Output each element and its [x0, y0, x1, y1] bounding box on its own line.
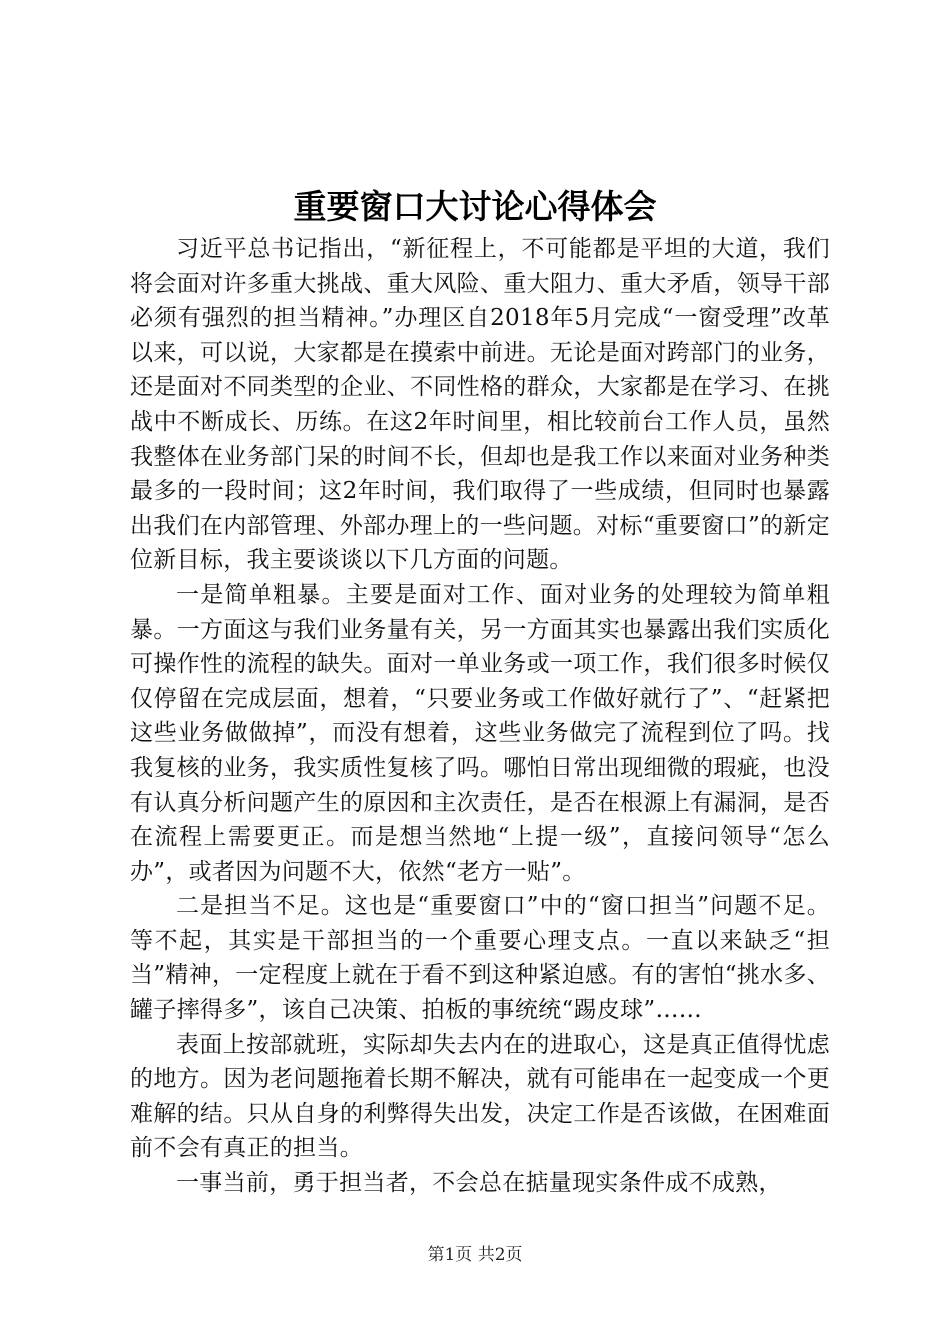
paragraph-analysis: 表面上按部就班，实际却失去内在的进取心，这是真正值得忧虑的地方。因为老问题拖着长期不解决，就有可能串在一起变成一个更难解的结。只从自身的利弊得失出发，决定工作是否该做，在困难面前不会有真正的担当。 [130, 1031, 830, 1162]
paragraph-continuation: 一事当前，勇于担当者，不会总在掂量现实条件成不成熟， [176, 1170, 782, 1197]
page-footer: 第1页 共2页 [427, 1245, 523, 1265]
paragraph-point-two: 二是担当不足。这也是“重要窗口”中的“窗口担当”问题不足。等不起，其实是干部担当的一个重要心理支点。一直以来缺乏“担当”精神，一定程度上就在于看不到这种紧迫感。有的害怕“挑水多、罐子摔得多”，该自己决策、拍板的事统统“踢皮球”…… [130, 893, 830, 1024]
document-body [130, 232, 830, 1201]
paragraph-point-one: 一是简单粗暴。主要是面对工作、面对业务的处理较为简单粗暴。一方面这与我们业务量有关，另一方面其实也暴露出我们实质化可操作性的流程的缺失。面对一单业务或一项工作，我们很多时候仅仅停留在完成层面，想着，“只要业务或工作做好就行了”、“赶紧把这些业务做做掉”，而没有想着，这些业务做完了流程到位了吗。找我复核的业务，我实质性复核了吗。哪怕日常出现细微的瑕疵，也没有认真分析问题产生的原因和主次责任，是否在根源上有漏洞，是否在流程上需要更正。而是想当然地“上提一级”，直接问领导“怎么办”，或者因为问题不大，依然“老方一贴”。 [130, 581, 830, 885]
document-title: 重要窗口大讨论心得体会 [293, 187, 657, 226]
paragraph-intro: 习近平总书记指出，“新征程上，不可能都是平坦的大道，我们将会面对许多重大挑战、重大风险、重大阻力、重大矛盾，领导干部必须有强烈的担当精神。”办理区自2018年5月完成“一窗受理”改革以来，可以说，大家都是在摸索中前进。无论是面对跨部门的业务，还是面对不同类型的企业、不同性格的群众，大家都是在学习、在挑战中不断成长、历练。在这2年时间里，相比较前台工作人员，虽然我整体在业务部门呆的时间不长，但却也是我工作以来面对业务种类最多的一段时间；这2年时间，我们取得了一些成绩，但同时也暴露出我们在内部管理、外部办理上的一些问题。对标“重要窗口”的新定位新目标，我主要谈谈以下几方面的问题。 [130, 236, 830, 574]
